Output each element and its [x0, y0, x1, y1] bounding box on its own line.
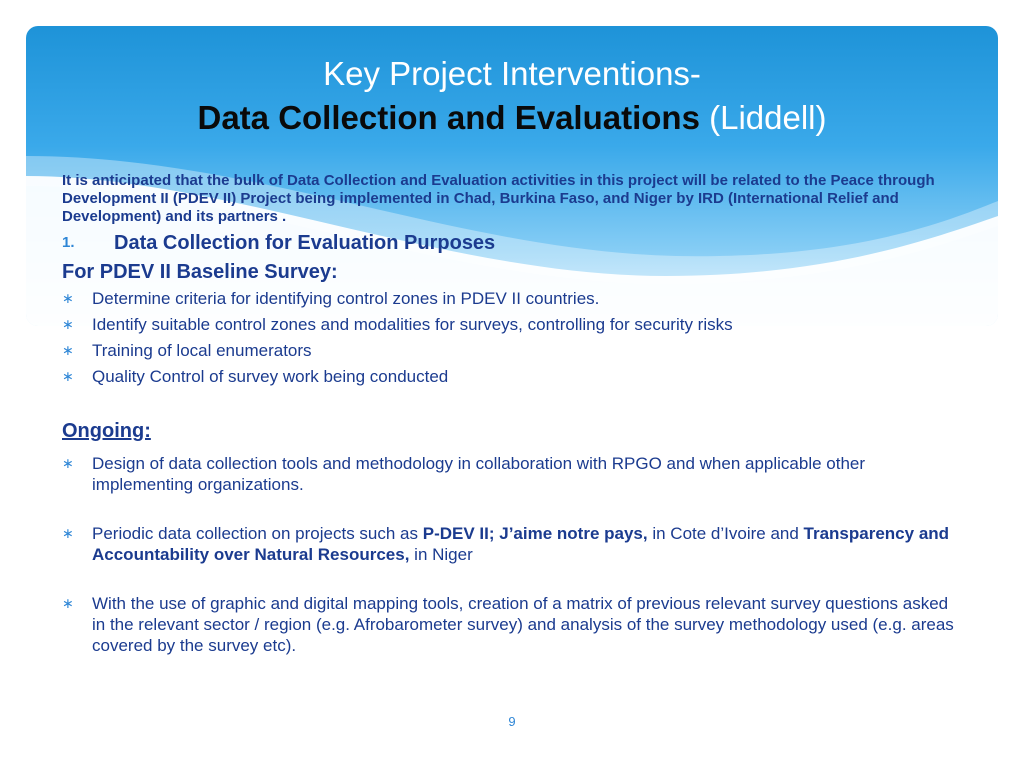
bullet-icon: ∗	[62, 525, 74, 541]
title-paren: (Liddell)	[709, 99, 827, 136]
ongoing-list	[62, 453, 962, 656]
bullet-icon: ∗	[62, 316, 74, 332]
list-item: ∗ Quality Control of survey work being conducted	[62, 367, 449, 386]
bullet-icon: ∗	[62, 368, 74, 384]
slide-title	[26, 52, 998, 140]
title-line1: Key Project Interventions-	[323, 55, 701, 92]
slide-body	[62, 172, 962, 684]
title-bold: Data Collection and Evaluations	[197, 99, 700, 136]
bullet-icon: ∗	[62, 595, 74, 611]
baseline-heading: For PDEV II Baseline Survey:	[62, 261, 338, 283]
list-item: ∗ Training of local enumerators	[62, 341, 312, 360]
intro-paragraph: It is anticipated that the bulk of Data Collection and Evaluation activities in this project will be related to the Peace through Development II (PDEV II) Project being implemented in Chad, Burkina Faso, and Niger by IRD (International Relief and Development) and its partners .	[62, 172, 935, 225]
bullet-icon: ∗	[62, 455, 74, 471]
page-number: 9	[508, 714, 516, 729]
numbered-item	[62, 230, 962, 256]
baseline-list	[62, 288, 962, 387]
ongoing-heading: Ongoing:	[62, 420, 151, 442]
list-item: ∗ With the use of graphic and digital mapping tools, creation of a matrix of previous relevant survey questions asked in the relevant sector / region (e.g. Afrobarometer survey) and analysis of the survey methodology used (e.g. areas covered by the survey etc).	[62, 594, 954, 655]
list-item: ∗ Design of data collection tools and methodology in collaboration with RPGO and when applicable other implementing organizations.	[62, 454, 866, 494]
list-item: ∗ Identify suitable control zones and modalities for surveys, controlling for security risks	[62, 315, 733, 334]
bullet-icon: ∗	[62, 290, 74, 306]
numbered-label: Data Collection for Evaluation Purposes	[114, 232, 496, 254]
list-item: ∗ Periodic data collection on projects such as P-DEV II; J’aime notre pays, in Cote d’Ivoire and Transparency and Accountability over Natural Resources, in Niger	[62, 524, 950, 564]
item-number: 1.	[62, 234, 75, 251]
title-line2	[26, 96, 998, 140]
bullet-icon: ∗	[62, 342, 74, 358]
list-item: ∗ Determine criteria for identifying control zones in PDEV II countries.	[62, 289, 600, 308]
